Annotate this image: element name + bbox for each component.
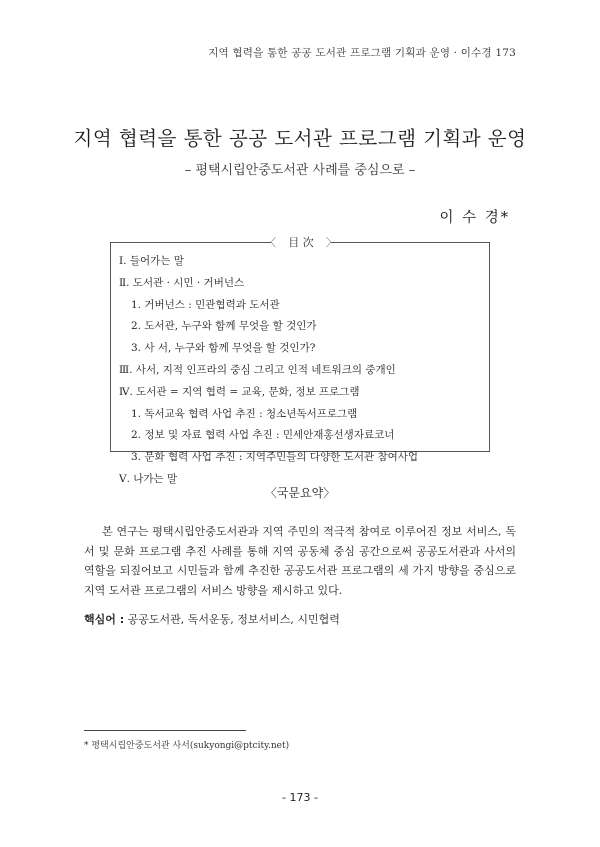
abstract-heading: 〈국문요약〉 (264, 486, 336, 500)
toc-item: Ⅱ. 도서관 · 시민 · 거버넌스 (119, 276, 245, 289)
toc-label: 〈 目 次 〉 (271, 234, 331, 250)
toc-subitem: 1. 독서교육 협력 사업 추진 : 청소년독서프로그램 (131, 407, 358, 420)
toc-subitem: 1. 거버넌스 : 민관협력과 도서관 (131, 298, 280, 311)
toc-subitem: 3. 문화 협력 사업 추진 : 지역주민들의 다양한 도서관 참여사업 (131, 451, 419, 464)
paper-title: 지역 협력을 통한 공공 도서관 프로그램 기획과 운영 (73, 127, 527, 150)
running-header: 지역 협력을 통한 공공 도서관 프로그램 기획과 운영 · 이수경 173 (208, 47, 516, 59)
author-name: 이 수 경* (439, 210, 510, 226)
page-number: - 173 - (282, 791, 318, 804)
toc-list (119, 251, 483, 491)
toc-item: Ⅴ. 나가는 말 (119, 472, 178, 485)
toc-item: Ⅳ. 도서관 = 지역 협력 = 교육, 문화, 정보 프로그램 (119, 385, 360, 398)
footnote: * 평택시립안중도서관 사서(sukyongi@ptcity.net) (84, 741, 290, 751)
toc-subitem: 3. 사 서, 누구와 함께 무엇을 할 것인가? (131, 342, 316, 355)
keywords (84, 611, 340, 627)
toc-subitem: 2. 정보 및 자료 협력 사업 추진 : 민세안재홍선생자료코너 (131, 429, 395, 442)
keywords-label: 핵심어 : (84, 613, 125, 626)
table-of-contents (110, 236, 490, 485)
toc-item: Ⅲ. 사서, 지적 인프라의 중심 그리고 인적 네트워크의 중개인 (119, 363, 396, 376)
toc-subitem: 2. 도서관, 누구와 함께 무엇을 할 것인가 (131, 320, 317, 333)
keywords-text: 공공도서관, 독서운동, 정보서비스, 시민협력 (127, 613, 340, 626)
footnote-divider (84, 730, 246, 731)
toc-item: Ⅰ. 들어가는 말 (119, 255, 184, 267)
paper-subtitle: – 평택시립안중도서관 사례를 중심으로 – (184, 163, 416, 178)
abstract-text: 본 연구는 평택시립안중도서관과 지역 주민의 적극적 참여로 이루어진 정보 서비스, 독서 및 문화 프로그램 추진 사례를 통해 지역 공동체 중심 공간으로써 공공도서관과 사서의 역할을 되짚어보고 시민들과 함께 추진한 공공도서관 프로그램의 세 가지 방향을 중심으로 지역 도서관 프로그램의 서비스 방향을 제시하고 있다. (84, 525, 516, 597)
